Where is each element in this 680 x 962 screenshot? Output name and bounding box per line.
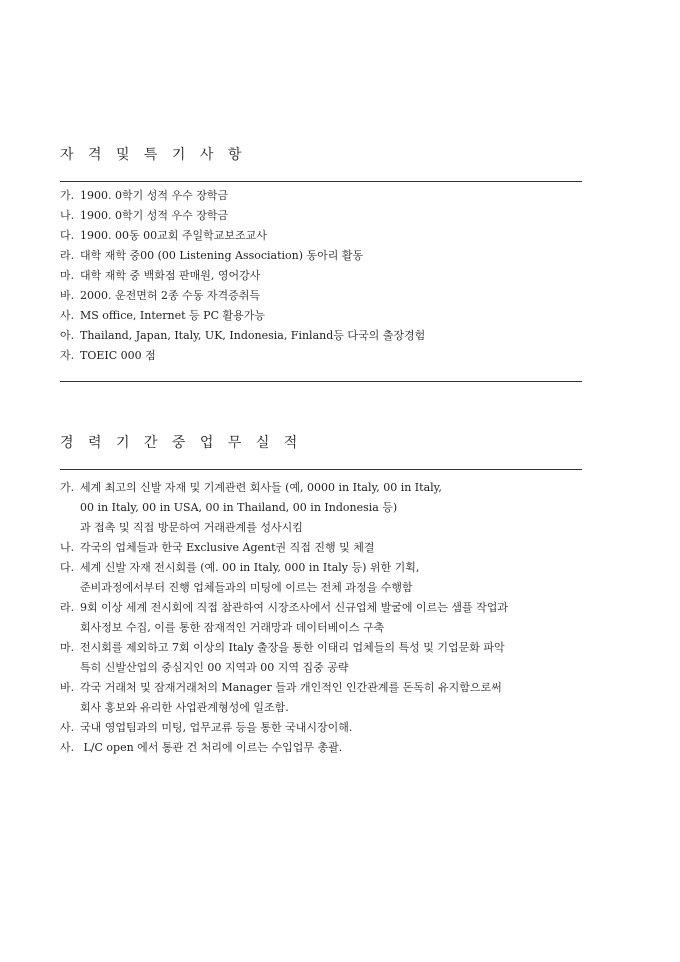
item-marker: 마.	[60, 641, 75, 654]
list-item	[60, 266, 620, 286]
item-text: TOEIC 000 점	[80, 349, 156, 362]
career-top-rule	[60, 469, 582, 470]
career-list	[60, 478, 620, 758]
item-marker: 다.	[60, 229, 75, 242]
item-text-continuation: 특히 신발산업의 중심지인 00 지역과 00 지역 집중 공략	[80, 661, 349, 674]
list-item	[60, 306, 620, 326]
item-text: 1900. 0학기 성적 우수 장학금	[80, 189, 229, 202]
list-item	[60, 638, 620, 678]
item-text: Thailand, Japan, Italy, UK, Indonesia, Finland등 다국의 출장경험	[80, 329, 426, 342]
item-marker: 자.	[60, 349, 75, 362]
item-text: 1900. 00동 00교회 주일학교보조교사	[80, 229, 267, 242]
item-text-continuation: 과 접촉 및 직접 방문하여 거래관계를 성사시킴	[80, 521, 303, 534]
item-text: 국내 영업팀과의 미팅, 업무교류 등을 통한 국내시장이해.	[80, 721, 353, 734]
item-text: 세계 최고의 신발 자재 및 기계관련 회사들 (예, 0000 in Italy, 00 in Italy,	[80, 481, 442, 494]
list-item	[60, 246, 620, 266]
item-text: L/C open 에서 통관 건 처리에 이르는 수입업무 총괄.	[80, 741, 343, 754]
item-text-continuation: 00 in Italy, 00 in USA, 00 in Thailand, 00 in Indonesia 등)	[80, 501, 398, 514]
item-marker: 사.	[60, 721, 75, 734]
item-marker: 마.	[60, 269, 75, 282]
qualifications-bottom-rule	[60, 381, 582, 382]
item-text: 대학 재학 중00 (00 Listening Association) 동아리 활동	[80, 249, 364, 262]
item-text: 전시회를 제외하고 7회 이상의 Italy 출장을 통한 이태리 업체들의 특성 및 기업문화 파악	[80, 641, 505, 654]
item-marker: 나.	[60, 541, 75, 554]
item-text: 2000. 운전면허 2종 수동 자격증취득	[80, 289, 260, 302]
item-text: 각국 거래처 및 잠재거래처의 Manager 들과 개인적인 인간관계를 돈독히 유지함으로써	[80, 681, 502, 694]
list-item	[60, 326, 620, 346]
list-item	[60, 598, 620, 638]
list-item	[60, 286, 620, 306]
item-text: MS office, Internet 등 PC 활용가능	[80, 309, 265, 322]
item-marker: 가.	[60, 189, 75, 202]
item-marker: 라.	[60, 249, 75, 262]
item-marker: 라.	[60, 601, 75, 614]
item-text-continuation: 준비과정에서부터 진행 업체들과의 미팅에 이르는 전체 과정을 수행함	[80, 581, 413, 594]
qualifications-top-rule	[60, 181, 582, 182]
item-marker: 가.	[60, 481, 75, 494]
list-item	[60, 478, 620, 538]
qualifications-title: 자 격 및 특 기 사 항	[60, 147, 247, 163]
list-item	[60, 226, 620, 246]
item-marker: 아.	[60, 329, 75, 342]
item-marker: 사.	[60, 309, 75, 322]
list-item	[60, 538, 620, 558]
item-text-continuation: 회사정보 수집, 이를 통한 잠재적인 거래망과 데이터베이스 구축	[80, 621, 385, 634]
item-text: 9회 이상 세계 전시회에 직접 참관하여 시장조사에서 신규업체 발굴에 이르는 샘플 작업과	[80, 601, 508, 614]
item-text: 대학 재학 중 백화점 판매원, 영어강사	[80, 269, 261, 282]
item-text-continuation: 회사 홍보와 유리한 사업관계형성에 일조함.	[80, 701, 289, 714]
list-item	[60, 718, 620, 738]
list-item	[60, 186, 620, 206]
item-marker: 사.	[60, 741, 75, 754]
list-item	[60, 206, 620, 226]
item-text: 각국의 업체들과 한국 Exclusive Agent권 직접 진행 및 체결	[80, 541, 375, 554]
career-title: 경 력 기 간 중 업 무 실 적	[60, 435, 303, 451]
list-item	[60, 558, 620, 598]
item-marker: 바.	[60, 289, 75, 302]
item-text: 1900. 0학기 성적 우수 장학금	[80, 209, 229, 222]
item-text: 세계 신발 자재 전시회를 (예. 00 in Italy, 000 in Italy 등) 위한 기획,	[80, 561, 420, 574]
qualifications-list	[60, 186, 620, 366]
list-item	[60, 738, 620, 758]
list-item	[60, 678, 620, 718]
list-item	[60, 346, 620, 366]
item-marker: 나.	[60, 209, 75, 222]
item-marker: 다.	[60, 561, 75, 574]
item-marker: 바.	[60, 681, 75, 694]
